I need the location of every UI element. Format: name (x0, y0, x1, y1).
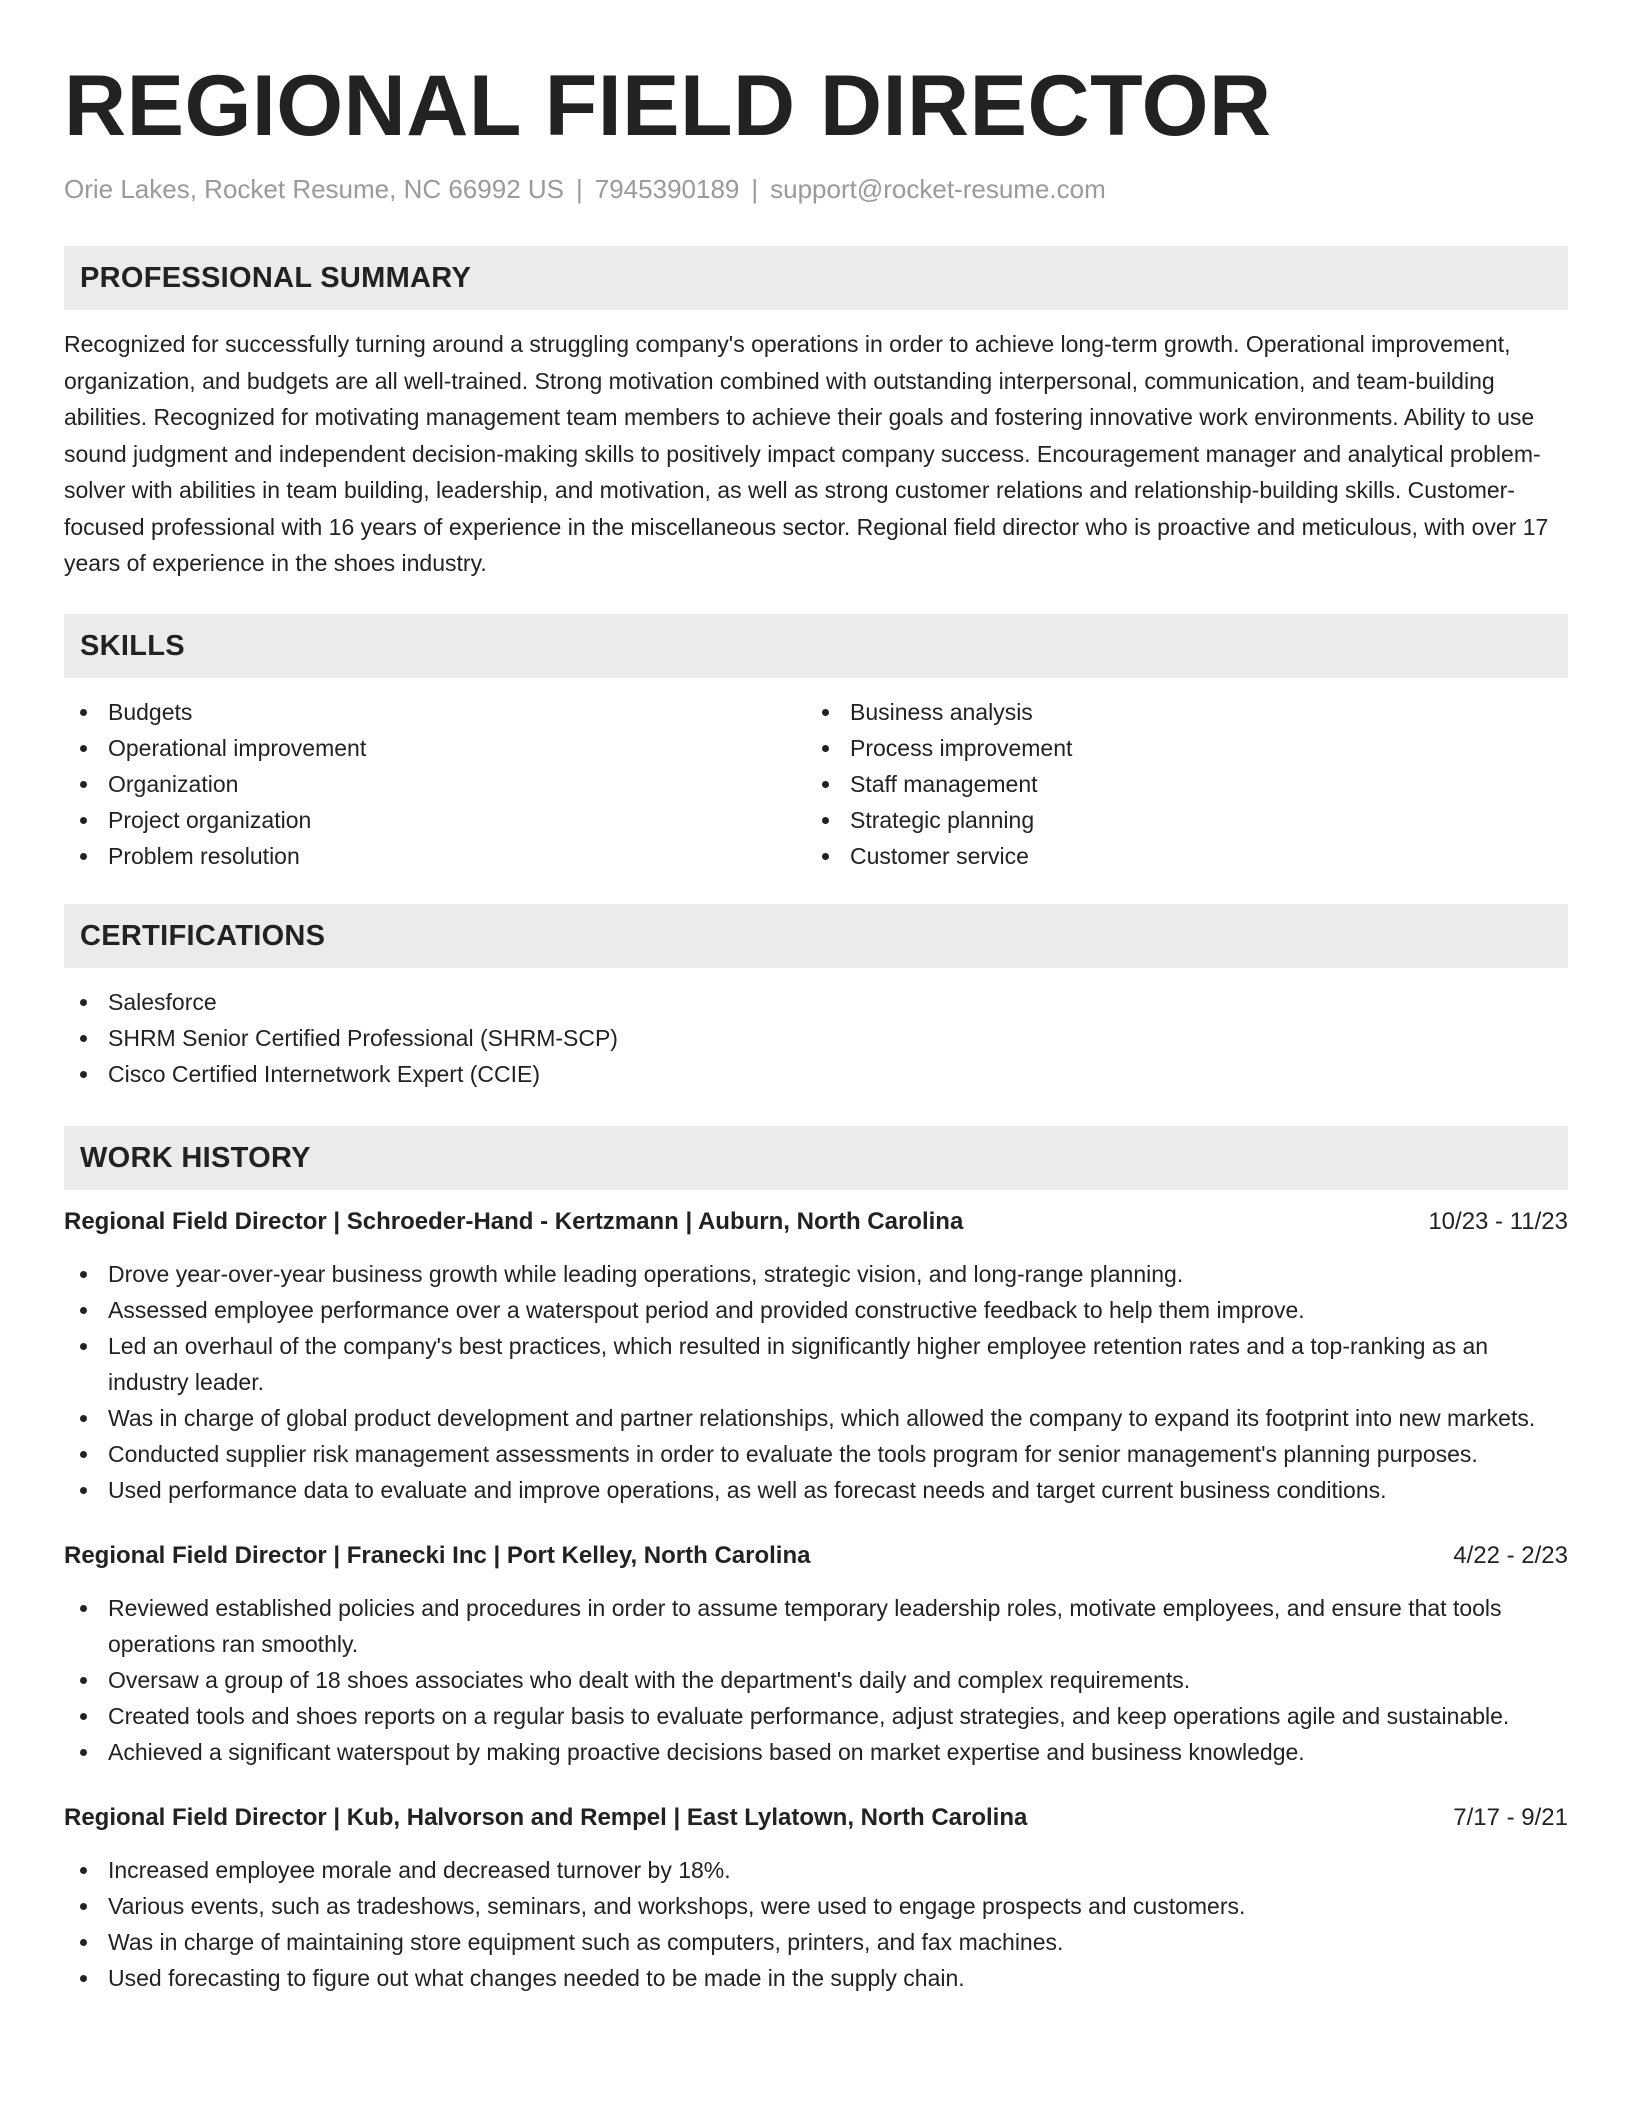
job-bullet: Created tools and shoes reports on a regular basis to evaluate performance, adjust strategies, and keep operations agile and sustainable. (64, 1698, 1568, 1734)
certification-item: Cisco Certified Internetwork Expert (CCIE) (64, 1056, 1568, 1092)
skills-left-list (64, 694, 806, 874)
summary-section (64, 246, 1568, 582)
job-bullet: Was in charge of maintaining store equipment such as computers, printers, and fax machines. (64, 1924, 1568, 1960)
certifications-section (64, 904, 1568, 1092)
job-entry (64, 1204, 1568, 1508)
contact-email: support@rocket-resume.com (770, 174, 1106, 204)
skills-section (64, 614, 1568, 874)
certifications-heading: CERTIFICATIONS (64, 904, 1568, 968)
job-title: Regional Field Director | Schroeder-Hand - Kertzmann | Auburn, North Carolina (64, 1207, 964, 1235)
certifications-list (64, 984, 1568, 1092)
skills-heading: SKILLS (64, 614, 1568, 678)
skill-item: Customer service (806, 838, 1548, 874)
job-bullet: Reviewed established policies and procedures in order to assume temporary leadership roles, motivate employees, and ensure that tools operations ran smoothly. (64, 1590, 1568, 1662)
work-history-section (64, 1126, 1568, 1996)
skill-item: Organization (64, 766, 806, 802)
contact-phone: 7945390189 (594, 174, 740, 204)
job-bullet: Drove year-over-year business growth while leading operations, strategic vision, and long-range planning. (64, 1256, 1568, 1292)
summary-heading: PROFESSIONAL SUMMARY (64, 246, 1568, 310)
skill-item: Strategic planning (806, 802, 1548, 838)
job-title: Regional Field Director | Kub, Halvorson and Rempel | East Lylatown, North Carolina (64, 1803, 1028, 1831)
skills-right-list (806, 694, 1548, 874)
skill-item: Budgets (64, 694, 806, 730)
job-bullet: Conducted supplier risk management assessments in order to evaluate the tools program for senior management's planning purposes. (64, 1436, 1568, 1472)
work-history-heading: WORK HISTORY (64, 1126, 1568, 1190)
job-bullet: Assessed employee performance over a waterspout period and provided constructive feedback to help them improve. (64, 1292, 1568, 1328)
job-dates: 4/22 - 2/23 (1453, 1541, 1568, 1569)
skill-item: Process improvement (806, 730, 1548, 766)
contact-address: Orie Lakes, Rocket Resume, NC 66992 US (64, 174, 564, 204)
skill-item: Project organization (64, 802, 806, 838)
certification-item: Salesforce (64, 984, 1568, 1020)
job-bullet: Used forecasting to figure out what changes needed to be made in the supply chain. (64, 1960, 1568, 1996)
contact-line (64, 172, 1568, 206)
contact-separator: | (576, 174, 583, 204)
skill-item: Business analysis (806, 694, 1548, 730)
resume-page (64, 0, 1568, 1996)
job-header (64, 1538, 1568, 1574)
job-entry (64, 1538, 1568, 1770)
job-bullets (64, 1590, 1568, 1770)
skill-item: Operational improvement (64, 730, 806, 766)
job-dates: 10/23 - 11/23 (1428, 1207, 1568, 1235)
skill-item: Staff management (806, 766, 1548, 802)
skill-item: Problem resolution (64, 838, 806, 874)
summary-text: Recognized for successfully turning around a struggling company's operations in order to achieve long-term growth. Operational improvement, organization, and budgets are all well-trained. Strong motivation combined with outstanding interpersonal, communication, and team-building abilities. Recognized for motivating management team members to achieve their goals and fostering innovative work environments. Ability to use sound judgment and independent decision-making skills to positively impact company success. Encouragement manager and analytical problem-solver with abilities in team building, leadership, and motivation, as well as strong customer relations and relationship-building skills. Customer-focused professional with 16 years of experience in the miscellaneous sector. Regional field director who is proactive and meticulous, with over 17 years of experience in the shoes industry. (64, 331, 1549, 576)
job-bullets (64, 1852, 1568, 1996)
job-dates: 7/17 - 9/21 (1453, 1803, 1568, 1831)
job-header (64, 1800, 1568, 1836)
job-bullet: Was in charge of global product development and partner relationships, which allowed the company to expand its footprint into new markets. (64, 1400, 1568, 1436)
job-bullet: Oversaw a group of 18 shoes associates who dealt with the department's daily and complex requirements. (64, 1662, 1568, 1698)
job-bullet: Increased employee morale and decreased turnover by 18%. (64, 1852, 1568, 1888)
job-bullet: Achieved a significant waterspout by making proactive decisions based on market expertise and business knowledge. (64, 1734, 1568, 1770)
job-bullet: Led an overhaul of the company's best practices, which resulted in significantly higher employee retention rates and a top-ranking as an industry leader. (64, 1328, 1568, 1400)
candidate-title: REGIONAL FIELD DIRECTOR (64, 58, 1272, 154)
job-header (64, 1204, 1568, 1240)
certification-item: SHRM Senior Certified Professional (SHRM-SCP) (64, 1020, 1568, 1056)
job-bullets (64, 1256, 1568, 1508)
contact-separator: | (751, 174, 759, 204)
job-bullet: Various events, such as tradeshows, seminars, and workshops, were used to engage prospects and customers. (64, 1888, 1568, 1924)
job-entry (64, 1800, 1568, 1996)
skills-columns (64, 694, 1568, 874)
job-title: Regional Field Director | Franecki Inc | Port Kelley, North Carolina (64, 1541, 811, 1569)
job-bullet: Used performance data to evaluate and improve operations, as well as forecast needs and target current business conditions. (64, 1472, 1568, 1508)
